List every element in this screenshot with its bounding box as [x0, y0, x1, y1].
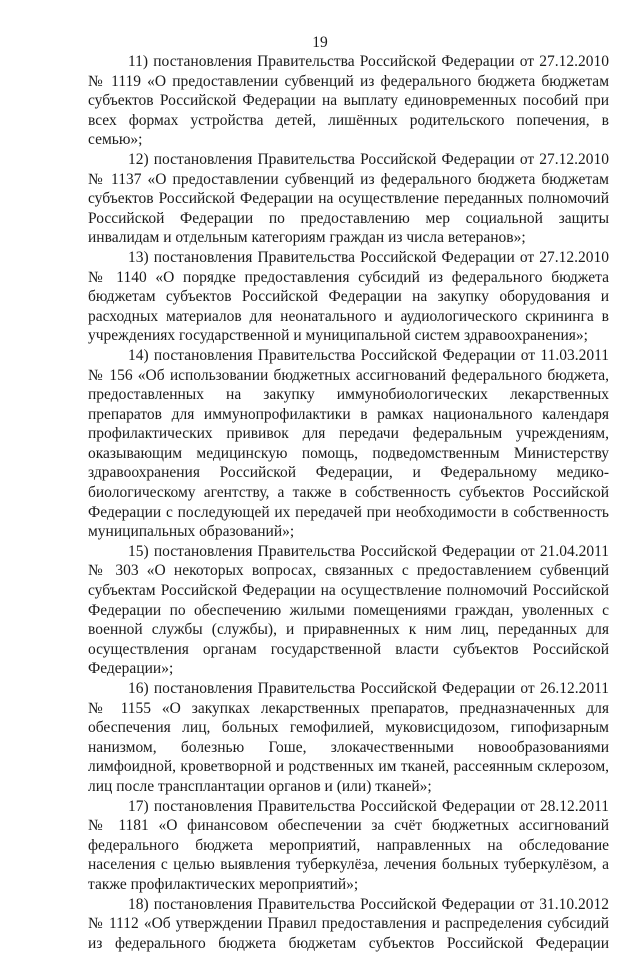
document-body: [88, 52, 609, 953]
list-item-15: 15) постановления Правительства Российской Федерации от 21.04.2011 № 303 «О некоторых вопросах, связанных с предоставлением субвенций субъектам Российской Федерации на осуществление полномочий Российской Федерации по обеспечению жилыми помещениями граждан, уволенных с военной службы (службы), и приравненных к ним лиц, переданных для осуществления органам государственной власти субъектов Российской Федерации»;: [88, 542, 609, 678]
list-item-14: 14) постановления Правительства Российской Федерации от 11.03.2011 № 156 «Об использовании бюджетных ассигнований федерального бюджета, предоставленных на закупку иммунобиологических лекарственных препаратов для иммунопрофилактики в рамках национального календаря профилактических прививок для передачи федеральным учреждениям, оказывающим медицинскую помощь, подведомственным Министерству здравоохранения Российской Федерации, и Федеральному медико-биологическому агентству, а также в собственность субъектов Российской Федерации с последующей их передачей при необходимости в собственность муниципальных образований»;: [88, 346, 609, 541]
page-number: 19: [312, 34, 328, 51]
list-item-13: 13) постановления Правительства Российской Федерации от 27.12.2010 № 1140 «О порядке предоставления субсидий из федерального бюджета бюджетам субъектов Российской Федерации на закупку оборудования и расходных материалов для неонатального и аудиологического скрининга в учреждениях государственной и муниципальной систем здравоохранения»;: [88, 248, 609, 345]
list-item-18: 18) постановления Правительства Российской Федерации от 31.10.2012 № 1112 «Об утверждении Правил предоставления и распределения субсидий из федерального бюджета бюджетам субъектов Российской Федерации: [88, 895, 609, 952]
list-item-17: 17) постановления Правительства Российской Федерации от 28.12.2011 № 1181 «О финансовом обеспечении за счёт бюджетных ассигнований федерального бюджета мероприятий, направленных на обследование населения с целью выявления туберкулёза, лечения больных туберкулёзом, а также профилактических мероприятий»;: [88, 797, 609, 893]
list-item-11: 11) постановления Правительства Российской Федерации от 27.12.2010 № 1119 «О предоставлении субвенций из федерального бюджета бюджетам субъектов Российской Федерации на выплату единовременных пособий при всех формах устройства детей, лишённых родительского попечения, в семью»;: [88, 53, 609, 149]
list-item-12: 12) постановления Правительства Российской Федерации от 27.12.2010 № 1137 «О предоставлении субвенций из федерального бюджета бюджетам субъектов Российской Федерации на осуществление переданных полномочий Российской Федерации по предоставлению мер социальной защиты инвалидам и отдельным категориям граждан из числа ветеранов»;: [88, 150, 609, 247]
list-item-16: 16) постановления Правительства Российской Федерации от 26.12.2011 № 1155 «О закупках лекарственных препаратов, предназначенных для обеспечения лиц, больных гемофилией, муковисцидозом, гипофизарным нанизмом, болезнью Гоше, злокачественными новообразованиями лимфоидной, кроветворной и родственных им тканей, рассеянным склерозом, лиц после трансплантации органов и (или) тканей»;: [88, 680, 609, 795]
